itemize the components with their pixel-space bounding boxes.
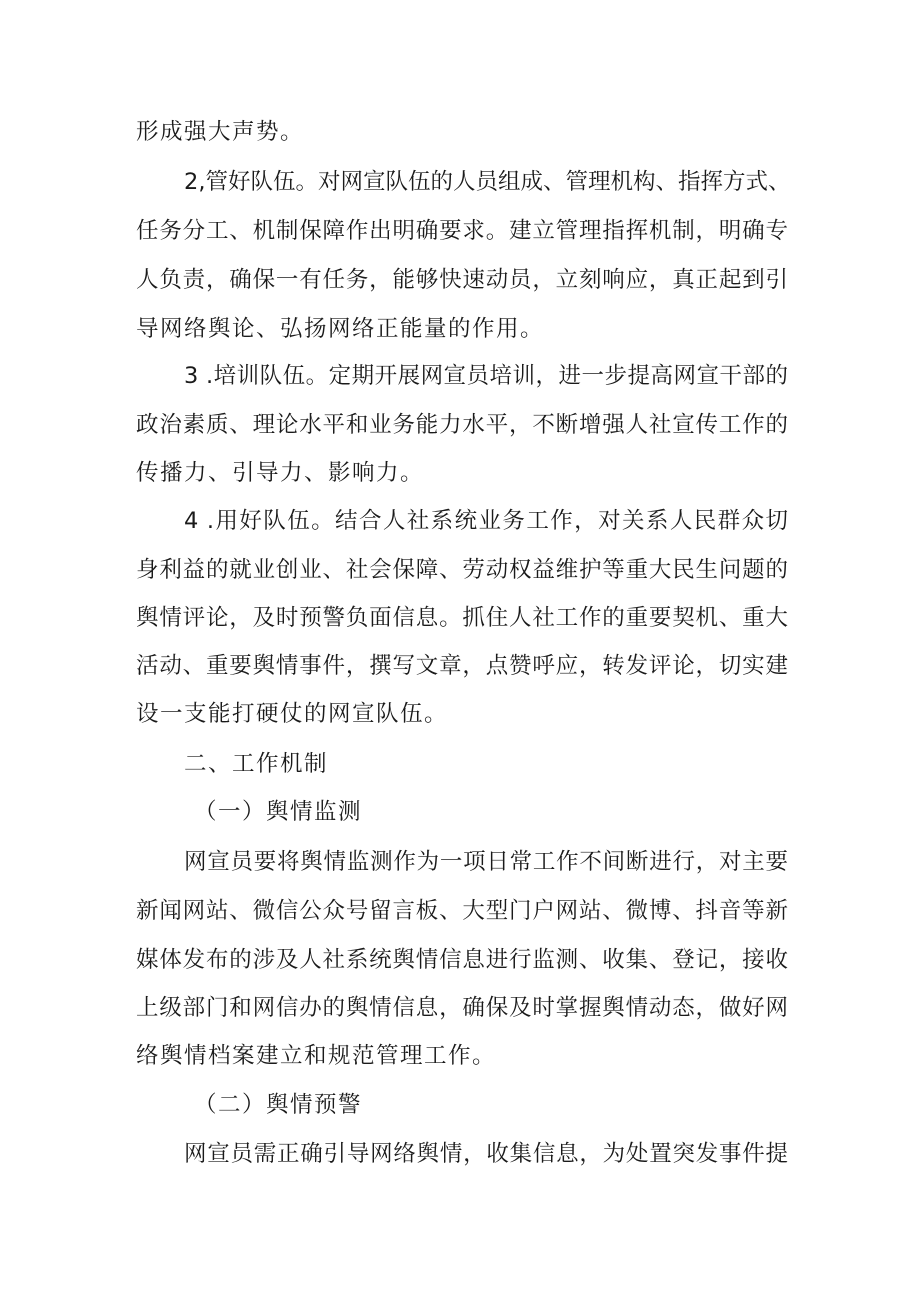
- text-line: [0, 211, 920, 251]
- text-line: [0, 453, 920, 493]
- line-text: 络舆情档案建立和规范管理工作。: [136, 1043, 497, 1069]
- text-line: [0, 694, 920, 734]
- text-line: [0, 309, 920, 349]
- line-text: 上级部门和网信办的舆情信息，确保及时掌握舆情动态，做好网: [136, 995, 788, 1021]
- line-text: 传播力、引导力、影响力。: [136, 460, 425, 486]
- text-line: [0, 842, 920, 882]
- line-text: 网宣员要将舆情监测作为一项日常工作不间断进行，对主要: [184, 849, 788, 875]
- subsection-heading: [0, 792, 920, 832]
- subsection-heading-text: （二）舆情预警: [194, 1092, 363, 1118]
- text-line: [0, 112, 920, 152]
- text-line: [0, 891, 920, 931]
- line-text: 形成强大声势。: [136, 119, 305, 145]
- text-line: [0, 405, 920, 445]
- text-line: [0, 162, 920, 202]
- subsection-heading: [0, 1085, 920, 1125]
- line-text: 活动、重要舆情事件，撰写文章，点赞呼应，转发评论，切实建: [136, 653, 788, 679]
- text-line: [0, 1134, 920, 1174]
- line-text: 3 .培训队伍。定期开展网宣员培训，进一步提高网宣干部的: [184, 363, 788, 389]
- text-line: [0, 356, 920, 396]
- text-line: [0, 988, 920, 1028]
- section-heading: [0, 744, 920, 784]
- line-text: 人负责，确保一有任务，能够快速动员，立刻响应，真正起到引: [136, 267, 788, 293]
- text-line: [0, 598, 920, 638]
- text-line: [0, 1036, 920, 1076]
- line-text: 设一支能打硬仗的网宣队伍。: [136, 701, 449, 727]
- line-text: 新闻网站、微信公众号留言板、大型门户网站、微博、抖音等新: [136, 898, 788, 924]
- line-text: 身利益的就业创业、社会保障、劳动权益维护等重大民生问题的: [136, 557, 788, 583]
- text-line: [0, 550, 920, 590]
- line-text: 舆情评论，及时预警负面信息。抓住人社工作的重要契机、重大: [136, 605, 788, 631]
- line-text: 导网络舆论、弘扬网络正能量的作用。: [136, 316, 545, 342]
- line-text: 政治素质、理论水平和业务能力水平，不断增强人社宣传工作的: [136, 412, 788, 438]
- text-line: [0, 501, 920, 541]
- line-text: 2,管好队伍。对网宣队伍的人员组成、管理机构、指挥方式、: [184, 169, 791, 195]
- line-text: 任务分工、机制保障作出明确要求。建立管理指挥机制，明确专: [136, 218, 788, 244]
- subsection-heading-text: （一）舆情监测: [194, 799, 363, 825]
- text-line: [0, 646, 920, 686]
- line-text: 网宣员需正确引导网络舆情，收集信息，为处置突发事件提: [184, 1141, 788, 1167]
- text-line: [0, 940, 920, 980]
- line-text: 4 .用好队伍。结合人社系统业务工作，对关系人民群众切: [184, 508, 788, 534]
- section-heading-text: 二、工作机制: [184, 751, 329, 777]
- text-line: [0, 260, 920, 300]
- line-text: 媒体发布的涉及人社系统舆情信息进行监测、收集、登记，接收: [136, 947, 788, 973]
